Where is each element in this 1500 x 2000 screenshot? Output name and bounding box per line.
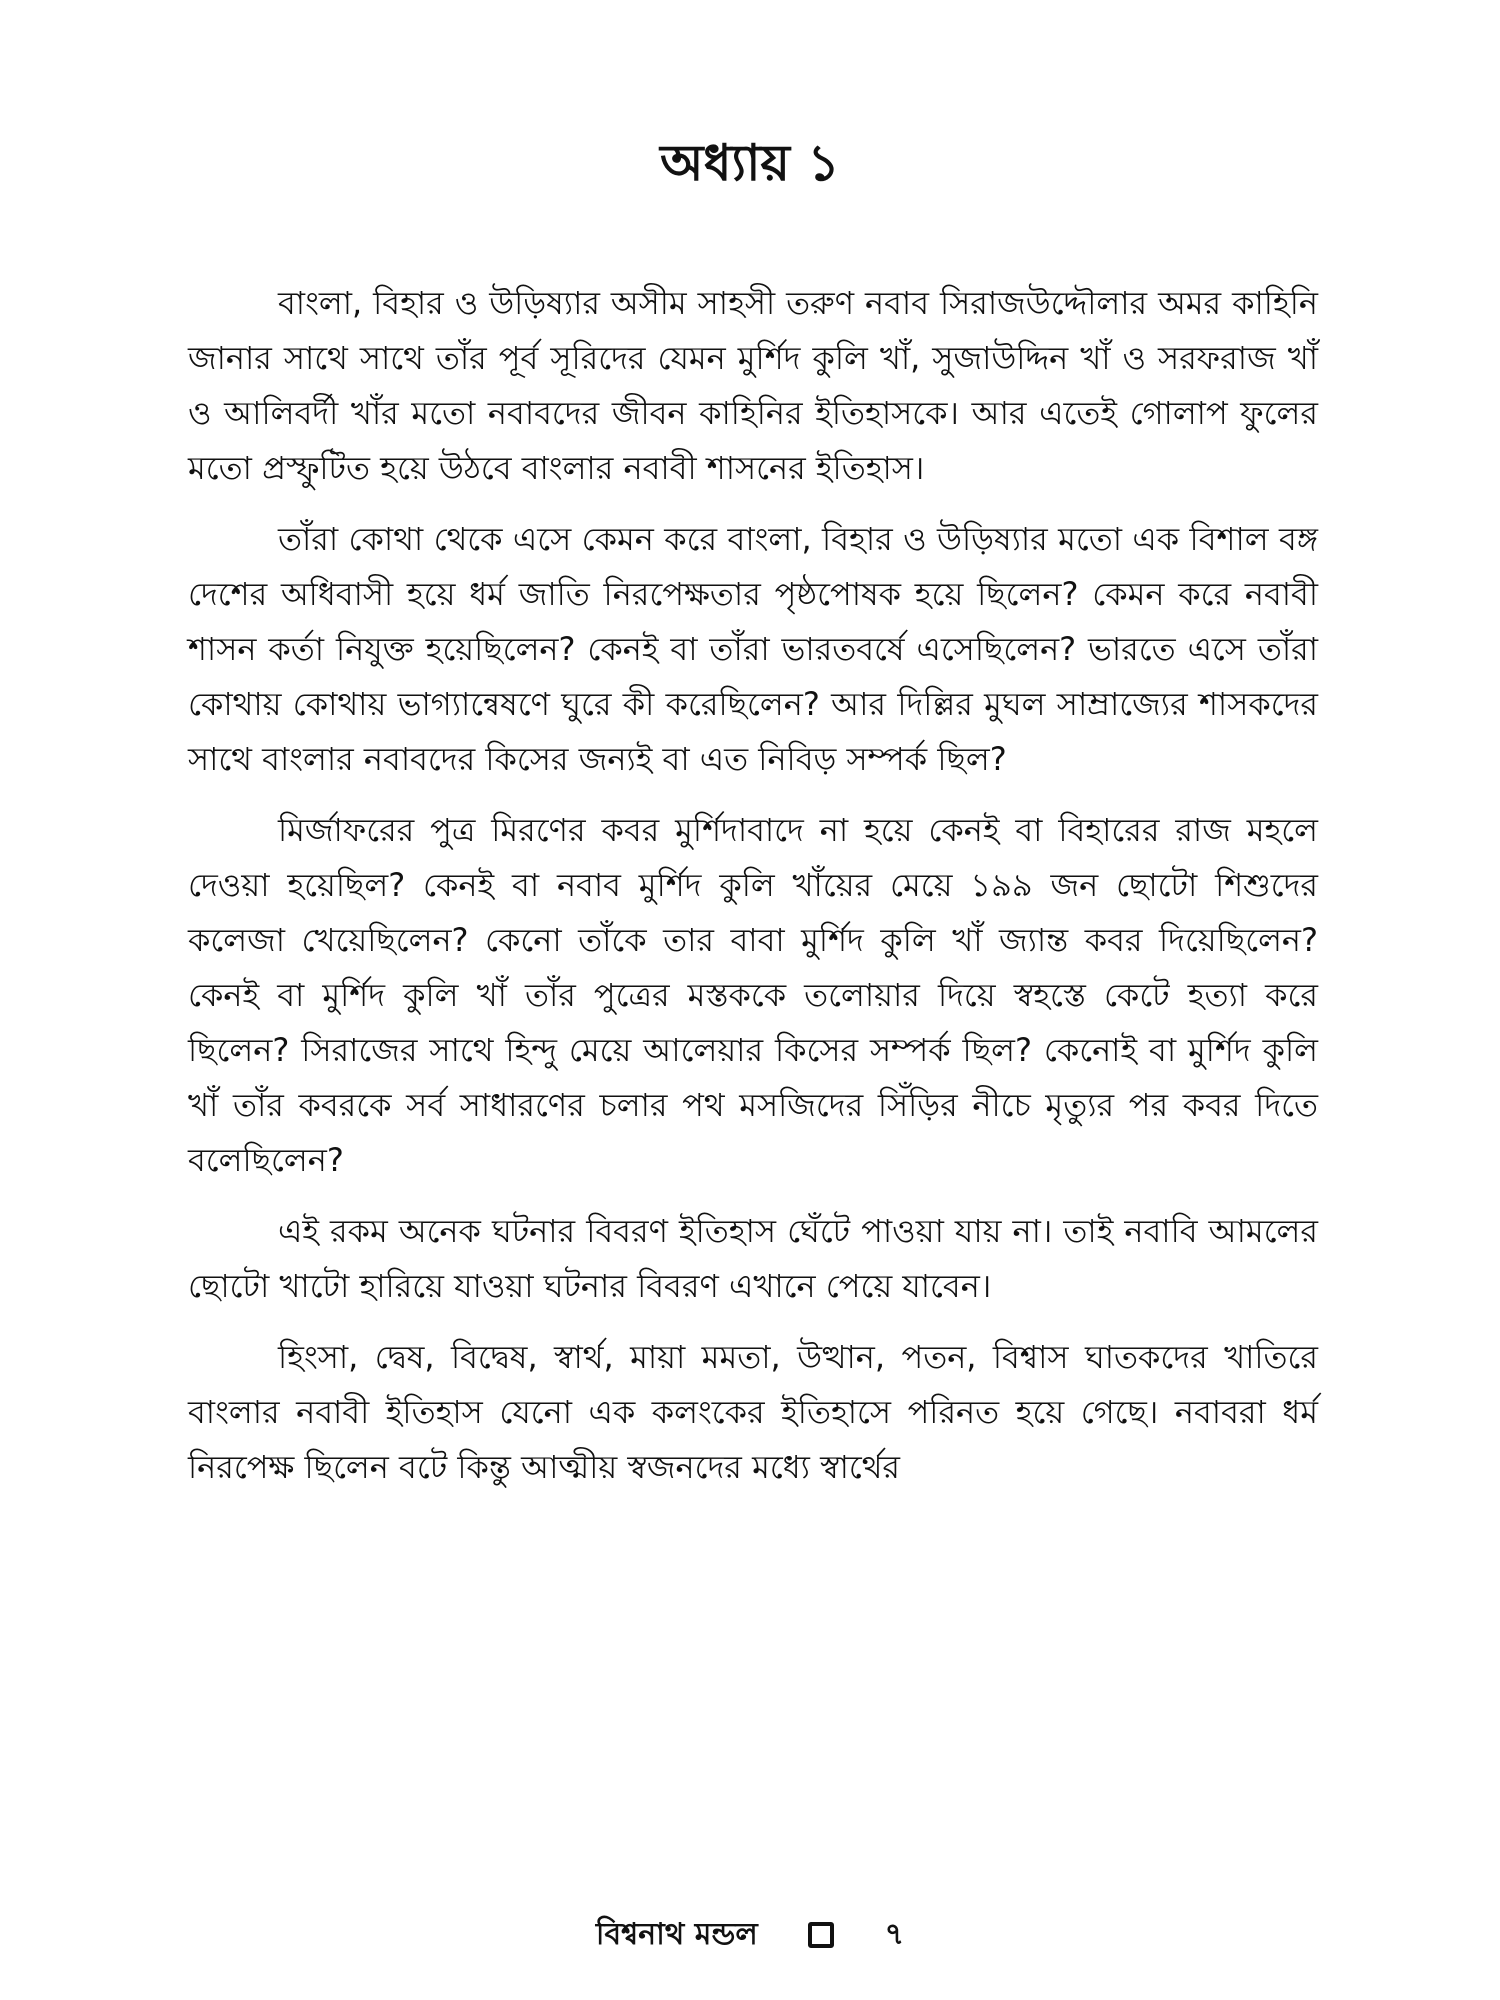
square-bullet-icon: [808, 1922, 834, 1948]
footer-author: বিশ্বনাথ মন্ডল: [595, 1916, 758, 1952]
paragraph: এই রকম অনেক ঘটনার বিবরণ ইতিহাস ঘেঁটে পাওয়া যায় না। তাই নবাবি আমলের ছোটো খাটো হারিয়ে যাওয়া ঘটনার বিবরণ এখানে পেয়ে যাবেন।: [188, 1212, 1318, 1305]
paragraph: বাংলা, বিহার ও উড়িষ্যার অসীম সাহসী তরুণ নবাব সিরাজউদ্দৌলার অমর কাহিনি জানার সাথে সাথে তাঁর পূর্ব সূরিদের যেমন মুর্শিদ কুলি খাঁ, সুজাউদ্দিন খাঁ ও সরফরাজ খাঁ ও আলিবর্দী খাঁর মতো নবাবদের জীবন কাহিনির ইতিহাসকে। আর এতেই গোলাপ ফুলের মতো প্রস্ফুটিত হয়ে উঠবে বাংলার নবাবী শাসনের ইতিহাস।: [188, 284, 1318, 487]
body-text: [188, 276, 1318, 1511]
page-number: ৭: [884, 1916, 905, 1952]
page-footer: [0, 1912, 1500, 1957]
paragraph: তাঁরা কোথা থেকে এসে কেমন করে বাংলা, বিহার ও উড়িষ্যার মতো এক বিশাল বঙ্গ দেশের অধিবাসী হয়ে ধর্ম জাতি নিরপেক্ষতার পৃষ্ঠপোষক হয়ে ছিলেন? কেমন করে নবাবী শাসন কর্তা নিযুক্ত হয়েছিলেন? কেনই বা তাঁরা ভারতবর্ষে এসেছিলেন? ভারতে এসে তাঁরা কোথায় কোথায় ভাগ্যান্বেষণে ঘুরে কী করেছিলেন? আর দিল্লির মুঘল সাম্রাজ্যের শাসকদের সাথে বাংলার নবাবদের কিসের জন্যই বা এত নিবিড় সম্পর্ক ছিল?: [188, 520, 1318, 778]
chapter-title: অধ্যায় ১: [660, 134, 840, 192]
paragraph: হিংসা, দ্বেষ, বিদ্বেষ, স্বার্থ, মায়া মমতা, উত্থান, পতন, বিশ্বাস ঘাতকদের খাতিরে বাংলার নবাবী ইতিহাস যেনো এক কলংকের ইতিহাসে পরিনত হয়ে গেছে। নবাবরা ধর্ম নিরপেক্ষ ছিলেন বটে কিন্তু আত্মীয় স্বজনদের মধ্যে স্বার্থের: [188, 1338, 1318, 1486]
paragraph: মির্জাফরের পুত্র মিরণের কবর মুর্শিদাবাদে না হয়ে কেনই বা বিহারের রাজ মহলে দেওয়া হয়েছিল? কেনই বা নবাব মুর্শিদ কুলি খাঁয়ের মেয়ে ১৯৯ জন ছোটো শিশুদের কলেজা খেয়েছিলেন? কেনো তাঁকে তার বাবা মুর্শিদ কুলি খাঁ জ্যান্ত কবর দিয়েছিলেন? কেনই বা মুর্শিদ কুলি খাঁ তাঁর পুত্রের মস্তককে তলোয়ার দিয়ে স্বহস্তে কেটে হত্যা করে ছিলেন? সিরাজের সাথে হিন্দু মেয়ে আলেয়ার কিসের সম্পর্ক ছিল? কেনোই বা মুর্শিদ কুলি খাঁ তাঁর কবরকে সর্ব সাধারণের চলার পথ মসজিদের সিঁড়ির নীচে মৃত্যুর পর কবর দিতে বলেছিলেন?: [188, 811, 1318, 1179]
